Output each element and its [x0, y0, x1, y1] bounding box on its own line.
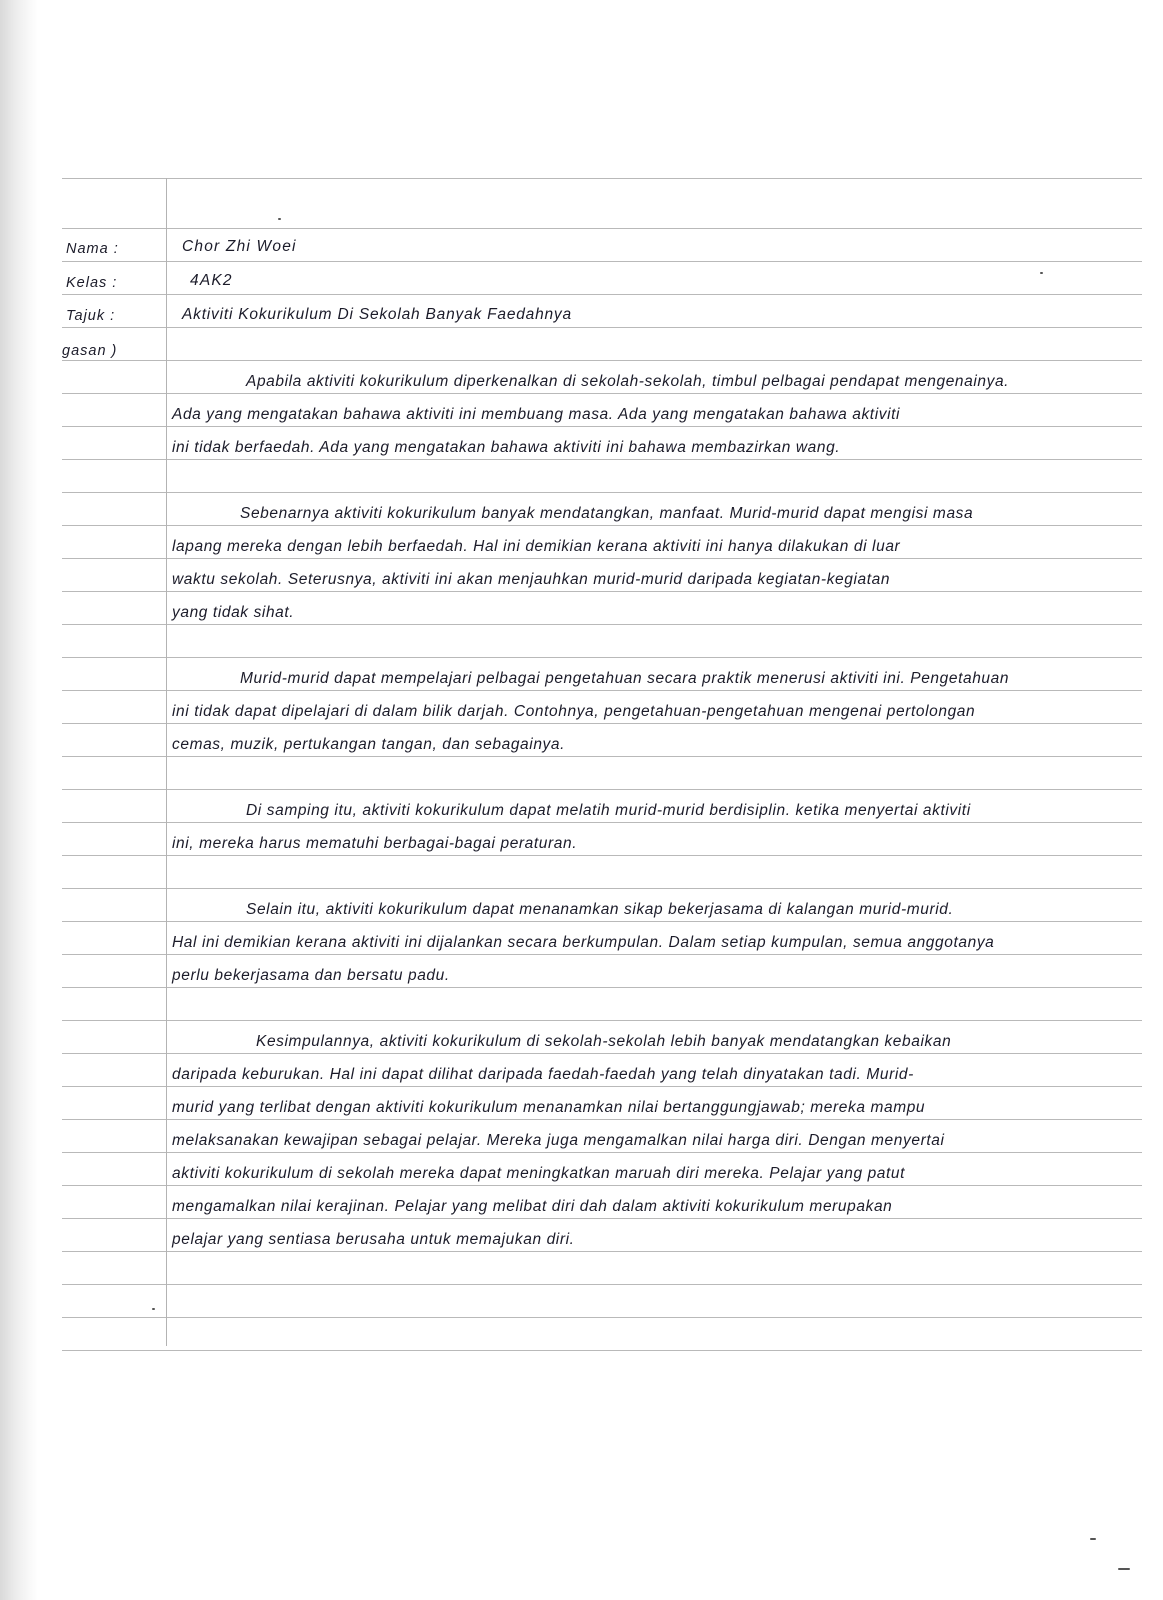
ruled-line	[62, 327, 1142, 328]
paragraph-5-line-1: Selain itu, aktiviti kokurikulum dapat menanamkan sikap bekerjasama di kalangan murid-murid.	[246, 901, 954, 918]
ruled-line	[62, 855, 1142, 856]
ruled-line	[62, 261, 1142, 262]
margin-line	[166, 178, 167, 1346]
ruled-line	[62, 558, 1142, 559]
scan-speck	[1118, 1568, 1130, 1570]
ruled-line	[62, 228, 1142, 229]
ruled-line	[62, 756, 1142, 757]
class-label: Kelas :	[66, 275, 118, 291]
paragraph-5-line-3: perlu bekerjasama dan bersatu padu.	[172, 967, 450, 984]
scan-speck	[278, 218, 281, 220]
paragraph-6-line-3: murid yang terlibat dengan aktiviti kokurikulum menanamkan nilai bertanggungjawab; mereka mampu	[172, 1099, 926, 1116]
ruled-line	[62, 525, 1142, 526]
ruled-line	[62, 591, 1142, 592]
name-value: Chor Zhi Woei	[182, 238, 297, 255]
ruled-line	[62, 492, 1142, 493]
ruled-line	[62, 178, 1142, 179]
ruled-line	[62, 294, 1142, 295]
ruled-line	[62, 1152, 1142, 1153]
paragraph-3-line-2: ini tidak dapat dipelajari di dalam bilik darjah. Contohnya, pengetahuan-pengetahuan mengenai pertolongan	[172, 703, 976, 720]
name-label: Nama :	[66, 241, 119, 257]
paragraph-6-line-4: melaksanakan kewajipan sebagai pelajar. Mereka juga mengamalkan nilai harga diri. Dengan menyertai	[172, 1132, 945, 1149]
outline-label: gasan )	[62, 343, 118, 359]
class-value: 4AK2	[190, 272, 233, 289]
scan-speck	[1040, 272, 1043, 274]
ruled-line	[62, 723, 1142, 724]
ruled-line	[62, 1086, 1142, 1087]
paragraph-5-line-2: Hal ini demikian kerana aktiviti ini dijalankan secara berkumpulan. Dalam setiap kumpulan, semua anggotanya	[172, 934, 995, 951]
ruled-line	[62, 987, 1142, 988]
paragraph-1-line-1: Apabila aktiviti kokurikulum diperkenalkan di sekolah-sekolah, timbul pelbagai pendapat mengenainya.	[246, 373, 1010, 390]
ruled-line	[62, 1251, 1142, 1252]
ruled-line	[62, 888, 1142, 889]
ruled-line	[62, 1350, 1142, 1351]
ruled-line	[62, 1053, 1142, 1054]
paragraph-2-line-1: Sebenarnya aktiviti kokurikulum banyak mendatangkan, manfaat. Murid-murid dapat mengisi masa	[240, 505, 974, 522]
paragraph-1-line-3: ini tidak berfaedah. Ada yang mengatakan bahawa aktiviti ini bahawa membazirkan wang.	[172, 439, 841, 456]
paragraph-2-line-4: yang tidak sihat.	[172, 604, 295, 621]
ruled-line	[62, 657, 1142, 658]
ruled-line	[62, 393, 1142, 394]
ruled-line	[62, 921, 1142, 922]
ruled-line	[62, 1119, 1142, 1120]
ruled-line	[62, 459, 1142, 460]
paragraph-3-line-3: cemas, muzik, pertukangan tangan, dan sebagainya.	[172, 736, 566, 753]
paragraph-4-line-1: Di samping itu, aktiviti kokurikulum dapat melatih murid-murid berdisiplin. ketika menyertai aktiviti	[246, 802, 971, 819]
scan-speck	[152, 1308, 155, 1310]
paragraph-6-line-5: aktiviti kokurikulum di sekolah mereka dapat meningkatkan maruah diri mereka. Pelajar yang patut	[172, 1165, 906, 1182]
ruled-line	[62, 954, 1142, 955]
paragraph-2-line-2: lapang mereka dengan lebih berfaedah. Hal ini demikian kerana aktiviti ini hanya dilakukan di luar	[172, 538, 901, 555]
paragraph-3-line-1: Murid-murid dapat mempelajari pelbagai pengetahuan secara praktik menerusi aktiviti ini. Pengetahuan	[240, 670, 1010, 687]
ruled-line	[62, 1317, 1142, 1318]
essay-title: Aktiviti Kokurikulum Di Sekolah Banyak Faedahnya	[182, 306, 572, 323]
title-label: Tajuk :	[66, 308, 116, 324]
paragraph-4-line-2: ini, mereka harus mematuhi berbagai-bagai peraturan.	[172, 835, 578, 852]
ruled-line	[62, 822, 1142, 823]
scan-speck	[1090, 1538, 1096, 1540]
ruled-line	[62, 360, 1142, 361]
paragraph-2-line-3: waktu sekolah. Seterusnya, aktiviti ini akan menjauhkan murid-murid daripada kegiatan-kegiatan	[172, 571, 891, 588]
paragraph-6-line-2: daripada keburukan. Hal ini dapat dilihat daripada faedah-faedah yang telah dinyatakan tadi. Murid-	[172, 1066, 914, 1083]
paragraph-1-line-2: Ada yang mengatakan bahawa aktiviti ini membuang masa. Ada yang mengatakan bahawa aktiviti	[172, 406, 901, 423]
paragraph-6-line-7: pelajar yang sentiasa berusaha untuk memajukan diri.	[172, 1231, 575, 1248]
ruled-line	[62, 690, 1142, 691]
ruled-line	[62, 1284, 1142, 1285]
ruled-line	[62, 1185, 1142, 1186]
ruled-line	[62, 1218, 1142, 1219]
paragraph-6-line-6: mengamalkan nilai kerajinan. Pelajar yang melibat diri dah dalam aktiviti kokurikulum merupakan	[172, 1198, 893, 1215]
ruled-line	[62, 789, 1142, 790]
ruled-line	[62, 426, 1142, 427]
ruled-line	[62, 624, 1142, 625]
paragraph-6-line-1: Kesimpulannya, aktiviti kokurikulum di sekolah-sekolah lebih banyak mendatangkan kebaikan	[256, 1033, 952, 1050]
ruled-line	[62, 1020, 1142, 1021]
